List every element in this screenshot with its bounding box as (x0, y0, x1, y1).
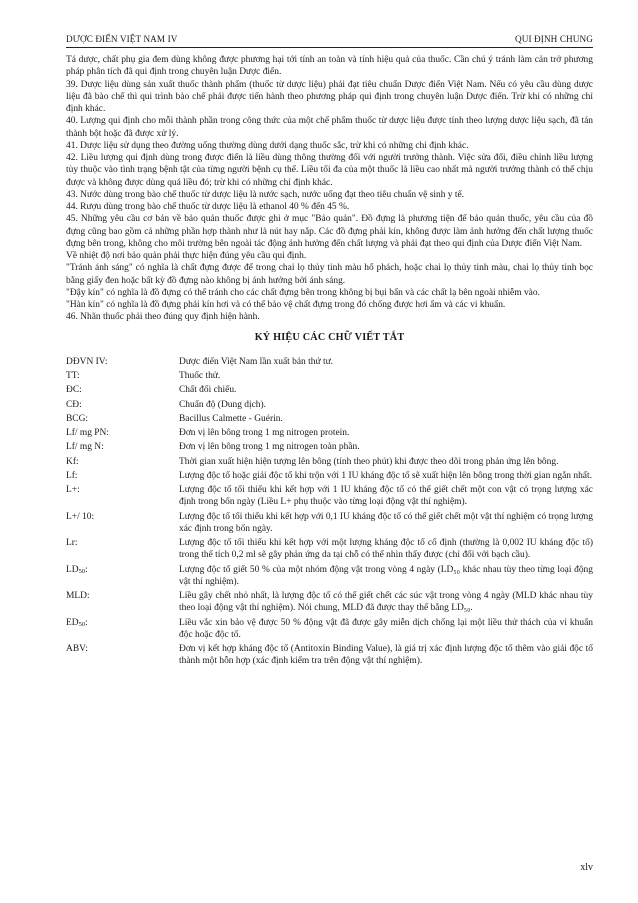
paragraph: "Hàn kín" có nghĩa là đồ đựng phải kín hơi và có thể bảo vệ chất đựng trong đó chống được hơi ẩm và các vi khuẩn. (66, 300, 506, 310)
abbreviation-definition: Thời gian xuất hiện hiện tượng lên bông (tính theo phút) khi được theo dõi trong phản ứng lên bông. (179, 456, 559, 467)
abbreviation-term: ĐC: (66, 385, 82, 396)
abbreviation-row (66, 413, 593, 425)
abbreviation-definition: Lượng độc tố giết 50 % của một nhóm động vật trong vòng 4 ngày (LD₅₀ khác nhau tùy theo từng loại động vật thí nghiệm). (179, 564, 593, 587)
abbreviation-definition: Liều vắc xin bảo vệ được 50 % động vật đã được gây miễn dịch chống lại một liều thử thách của vi khuẩn độc hoặc độc tố. (179, 617, 593, 640)
abbreviation-definition: Bacillus Calmette - Guérin. (179, 413, 283, 424)
abbreviation-term: MLD: (66, 591, 90, 601)
abbreviation-definition: Đơn vị kết hợp kháng độc tố (Antitoxin Binding Value), là giá trị xác định lượng độc tố thêm vào giải độc tố thành một hỗn hợp (xác định kiểm tra trên động vật thí nghiệm). (179, 644, 593, 667)
abbreviation-term: ABV: (66, 644, 88, 654)
paragraph: 44. Rượu dùng trong bào chế thuốc từ dược liệu là ethanol 40 % đến 45 %. (66, 202, 350, 212)
abbreviation-row (66, 643, 593, 668)
abbreviation-term: Kf: (66, 456, 79, 467)
abbreviation-term: Lf/ mg PN: (66, 428, 109, 438)
abbreviation-term-subscript: 50 (78, 621, 86, 628)
paragraph: 42. Liều lượng qui định dùng trong được điển là liều dùng thông thường đối với người trưởng thành. Việc sửa đổi, điều chỉnh liều lượng tùy thuộc vào tình trạng bệnh tật của từng người bệnh cụ thể. Liều tối đa của một thuốc là liều cao nhất mà người trưởng thành có thể chịu được và không được dùng quá liều đó; trừ khi có những chỉ định khác. (66, 153, 593, 188)
abbreviation-definition: Chuẩn độ (Dung dịch). (179, 399, 267, 410)
abbreviation-row (66, 427, 593, 439)
abbreviation-term-main: LD (66, 564, 79, 575)
abbreviation-term-main: ED (66, 617, 79, 628)
abbreviation-row (66, 484, 593, 509)
abbreviation-term (66, 564, 179, 589)
paragraph: 40. Lượng qui định cho mỗi thành phần trong công thức của một chế phẩm thuốc từ dược liệu được tính theo lượng dược liệu sạch, đã tán thành bột hoặc đã được xử lý. (66, 116, 593, 139)
header-left-title: DƯỢC ĐIỂN VIỆT NAM IV (66, 34, 178, 44)
abbreviation-row (66, 384, 593, 396)
abbreviation-term: Lr: (66, 538, 78, 548)
abbreviation-row (66, 399, 593, 411)
abbreviation-term (66, 617, 179, 642)
abbreviation-term: Lf/ mg N: (66, 442, 104, 453)
abbreviation-term: L+/ 10: (66, 511, 95, 522)
paragraph: 39. Dược liệu dùng sản xuất thuốc thành phẩm (thuốc từ dược liệu) phải đạt tiêu chuẩn Dược điển Việt Nam. Nếu có yêu cầu dùng dược liệu đã bào chế thì qui trình bào chế phải được tiến hành theo phương pháp qui định trong chuyên luận Dược điển. Trừ khi có những chỉ định khác. (66, 79, 593, 114)
abbreviation-definition: Lượng độc tố tối thiểu khi kết hợp với 1 IU kháng độc tố có thể giết chết một con vật có trọng lượng xác định trong bốn ngày (Liều L+ phụ thuộc vào từng loại động vật thí nghiệm). (179, 485, 593, 508)
abbreviation-term-suffix: : (85, 564, 88, 575)
abbreviation-row (66, 617, 593, 642)
abbreviation-row (66, 456, 593, 468)
paragraph: 41. Dược liệu sử dụng theo đường uống thường dùng dưới dạng thuốc sắc, trừ khi có những chỉ định khác. (66, 140, 469, 151)
abbreviation-row (66, 537, 593, 562)
abbreviation-term: DĐVN IV: (66, 356, 108, 367)
paragraph: Tá dược, chất phụ gia đem dùng không được phương hại tới tính an toàn và tính hiệu quả của thuốc. Cần chú ý tránh làm cản trở phương pháp phân tích đã qui định trong chuyên luận Dược điển. (66, 55, 593, 78)
page-body (66, 54, 593, 670)
paragraph: 43. Nước dùng trong bào chế thuốc từ dược liệu là nước sạch, nước uống đạt theo tiêu chuẩn vệ sinh y tế. (66, 189, 465, 200)
abbreviation-row (66, 356, 593, 368)
abbreviation-definition: Lượng độc tố tối thiểu khi kết hợp với 0,1 IU kháng độc tố có thể giết chết một vật thí nghiệm có trọng lượng xác định trong bốn ngày. (179, 511, 593, 534)
paragraph: Về nhiệt độ nơi bảo quản phải thực hiện đúng yêu cầu qui định. (66, 251, 307, 261)
page-number: xlv (580, 862, 593, 873)
running-header (66, 34, 593, 48)
abbreviation-definition: Lượng độc tố hoặc giải độc tố khi trộn với 1 IU kháng độc tố sẽ xuất hiện lên bông trong thời gian ngắn nhất. (179, 470, 592, 481)
abbreviation-term: BCG: (66, 413, 89, 424)
paragraph: "Đậy kín" có nghĩa là đồ đựng có thể tránh cho các chất đựng bên trong không bị bụi bẩn và các chất lạ bên ngoài nhiễm vào. (66, 287, 540, 298)
abbreviation-row (66, 511, 593, 536)
abbreviation-term: L+: (66, 485, 80, 495)
abbreviation-definition: Đơn vị lên bông trong 1 mg nitrogen toàn phần. (179, 442, 360, 453)
section-heading: KÝ HIỆU CÁC CHỮ VIẾT TẮT (254, 331, 405, 343)
abbreviation-term: Lf: (66, 470, 78, 481)
abbreviation-definition: Lượng độc tố tối thiểu khi kết hợp với một lượng kháng độc tố cố định (thường là 0,002 IU kháng độc tố) trong thể tích 0,2 ml sẽ gây phản ứng da tại chỗ có thể nhìn thấy được (chỉ đối với bạch cầu). (179, 538, 593, 561)
abbreviation-row (66, 470, 593, 482)
abbreviation-definition: Liều gây chết nhỏ nhất, là lượng độc tố có thể giết chết các súc vật trong vòng 4 ngày (MLD khác nhau tùy theo loại động vật thí nghiệm). Nói chung, MLD đã được thay thế bằng LD₅₀. (179, 591, 593, 614)
abbreviation-definition: Dược điển Việt Nam lần xuất bản thứ tư. (179, 356, 334, 367)
paragraph: "Tránh ánh sáng" có nghĩa là chất đựng được để trong chai lọ thủy tinh màu hổ phách, hoặc chai lọ thủy tinh màu, chai lọ thủy tinh bọc bằng giấy đen hoặc bất kỳ đồ đựng nào không bị ánh hưởng bởi ánh sáng. (66, 263, 593, 286)
header-right-title: QUI ĐỊNH CHUNG (515, 34, 593, 44)
abbreviation-row (66, 564, 593, 589)
abbreviation-term-subscript: 50 (78, 568, 86, 575)
abbreviation-definition: Thuốc thử. (179, 371, 221, 381)
abbreviation-term: CĐ: (66, 399, 82, 410)
paragraph: 46. Nhãn thuốc phải theo đúng quy định hiện hành. (66, 312, 260, 323)
abbreviation-term: TT: (66, 371, 80, 381)
abbreviation-term-suffix: : (85, 617, 88, 628)
abbreviation-definition: Chất đối chiếu. (179, 385, 237, 396)
abbreviation-row (66, 370, 593, 382)
abbreviation-row (66, 590, 593, 615)
abbreviation-definition: Đơn vị lên bông trong 1 mg nitrogen protein. (179, 428, 350, 438)
abbreviation-row (66, 441, 593, 453)
paragraph: 45. Những yêu cầu cơ bản về bảo quản thuốc được ghi ở mục "Bảo quản". Đồ đựng là phương tiện để bảo quản thuốc, yêu cầu của đồ đựng cũng bao gồm cả những phần hợp thành như là nút hay nắp. Các đồ đựng phải kín, không được làm ảnh hưởng đến chất lượng thuốc đựng bên trong, không cho môi trường bên ngoài tác động ảnh hưởng đến chất lượng và phải đạt theo qui định của Dược điển Việt Nam. (66, 214, 593, 249)
abbreviation-list (66, 356, 593, 668)
